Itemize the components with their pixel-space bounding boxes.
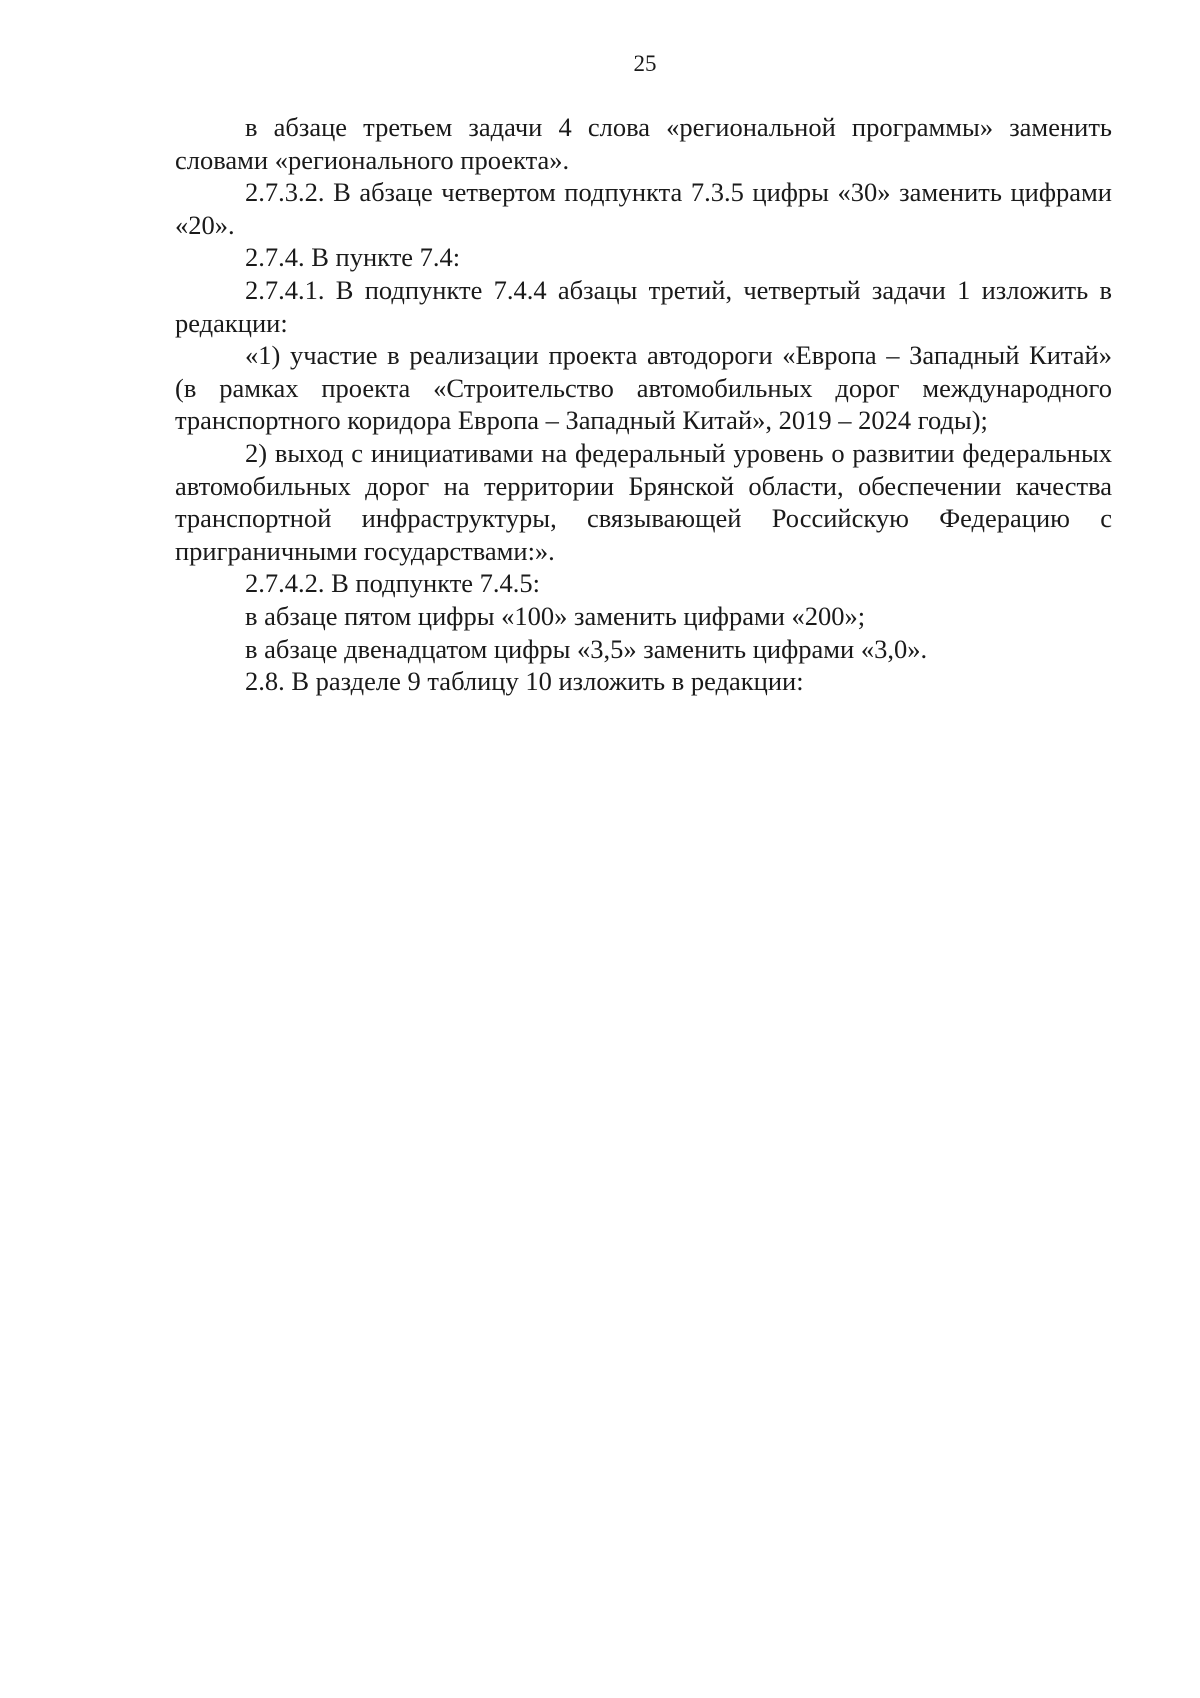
paragraph-task4-wording: в абзаце третьем задачи 4 слова «региональной программы» заменить словами «регионального проекта». (175, 112, 1112, 175)
paragraph-2-7-4-2: 2.7.4.2. В подпункте 7.4.5: (245, 568, 541, 599)
paragraph-twelfth-paragraph-change: в абзаце двенадцатом цифры «3,5» заменить цифрами «3,0». (245, 633, 928, 664)
paragraph-2-7-4: 2.7.4. В пункте 7.4: (245, 242, 461, 273)
page-number: 25 (633, 51, 657, 76)
paragraph-fifth-paragraph-change: в абзаце пятом цифры «100» заменить цифрами «200»; (245, 600, 866, 631)
paragraph-2-8-table-10: 2.8. В разделе 9 таблицу 10 изложить в редакции: (245, 666, 804, 697)
paragraph-item-1-europe-china: «1) участие в реализации проекта автодороги «Европа – Западный Китай» (в рамках проекта «Строительство автомобильных дорог международного транспортного коридора Европа – Западный Китай», 2019 – 2024 годы); (175, 340, 1112, 436)
document-body (175, 111, 1112, 698)
paragraph-2-7-3-2: 2.7.3.2. В абзаце четвертом подпункта 7.3.5 цифры «30» заменить цифрами «20». (175, 177, 1112, 240)
paragraph-item-2-federal-initiatives: 2) выход с инициативами на федеральный уровень о развитии федеральных автомобильных дорог на территории Брянской области, обеспечении качества транспортной инфраструктуры, связывающей Российскую Федерацию с приграничными государствами:». (175, 437, 1112, 566)
paragraph-2-7-4-1: 2.7.4.1. В подпункте 7.4.4 абзацы третий, четвертый задачи 1 изложить в редакции: (175, 274, 1112, 338)
